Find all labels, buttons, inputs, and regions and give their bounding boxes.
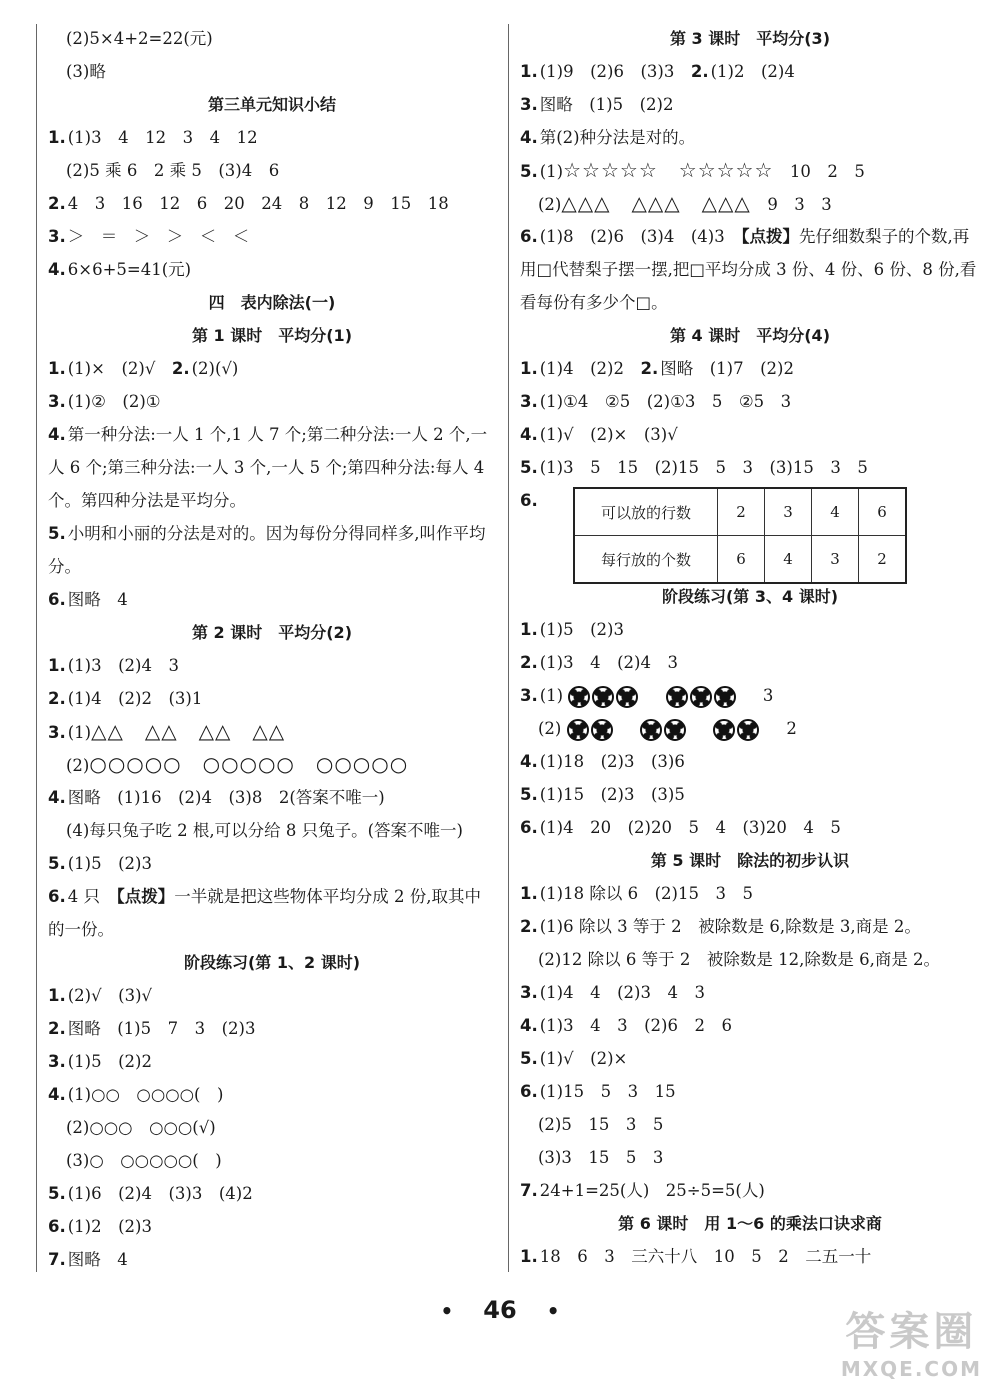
- table-cell: 2: [718, 488, 765, 536]
- soccer-ball-icon: [737, 719, 759, 741]
- table-cell: 4: [812, 488, 859, 536]
- answer-table: [573, 487, 907, 584]
- answer-paragraph: 6. (1)8 (2)6 (3)4 (4)3 【点拨】先仔细数梨子的个数,再用□代替梨子摆一摆,把□平均分成 3 份、4 份、6 份、8 份,看看每份有多少个□。: [520, 227, 977, 312]
- lesson-heading: 第 5 课时 除法的初步认识: [650, 851, 850, 870]
- soccer-ball-icon: [616, 686, 638, 708]
- lesson-heading: 第 6 课时 用 1～6 的乘法口诀求商: [618, 1214, 882, 1233]
- answer-line: 7. 24+1=25(人) 25÷5=5(人): [520, 1181, 765, 1200]
- answer-line: 3. (1)4 4 (2)3 4 3: [520, 983, 705, 1002]
- answer-line: (2)△△△ △△△ △△△ 9 3 3: [538, 191, 832, 215]
- soccer-ball-group: [568, 679, 640, 712]
- answer-line: 4. (1)3 4 3 (2)6 2 6: [520, 1016, 732, 1035]
- answer-paragraph: 4. 第一种分法:一人 1 个,1 人 7 个;第二种分法:一人 2 个,一人 6 个;第三种分法:一人 3 个,一人 5 个;第四种分法:每人 4 个。第四种分法是平均分。: [48, 425, 488, 510]
- answer-line: (2) 2: [520, 712, 980, 745]
- soccer-ball-icon: [713, 719, 735, 741]
- lesson-heading: 第 4 课时 平均分(4): [669, 326, 831, 345]
- answer-line: 1. (1)3 4 12 3 4 12: [48, 128, 258, 147]
- answer-line: 6. (1)2 (2)3: [48, 1217, 152, 1236]
- answer-line: 2. 图略 (1)5 7 3 (2)3: [48, 1019, 256, 1038]
- answer-line: (2)○○○○○ ○○○○○ ○○○○○: [66, 752, 409, 776]
- answer-line: 1. (1)3 (2)4 3: [48, 656, 179, 675]
- right-column: [520, 22, 980, 1273]
- soccer-ball-icon: [568, 686, 590, 708]
- triangle-groups: △△△ △△△ △△△: [561, 191, 751, 215]
- soccer-ball-icon: [592, 686, 614, 708]
- answer-line: 3. (1)△△ △△ △△ △△: [48, 719, 286, 743]
- section-heading: 阶段练习(第 1、2 课时): [183, 953, 361, 972]
- answer-line: 1. (1)× (2)√ 2. (2)(√): [48, 359, 239, 378]
- left-column: [48, 22, 496, 1276]
- lesson-heading: 第 3 课时 平均分(3): [669, 29, 831, 48]
- answer-line: 5. (1)15 (2)3 (3)5: [520, 785, 685, 804]
- answer-line: (3)3 15 5 3: [538, 1148, 664, 1167]
- answer-line: (3)○ ○○○○○( ): [66, 1151, 222, 1170]
- lesson-heading: 第 1 课时 平均分(1): [191, 326, 353, 345]
- answer-line: (2)12 除以 6 等于 2 被除数是 12,除数是 6,商是 2。: [538, 950, 941, 969]
- triangle-groups: △△ △△ △△ △△: [91, 719, 286, 743]
- soccer-ball-icon: [666, 686, 688, 708]
- answer-line: 1. 18 6 3 三六十八 10 5 2 二五一十: [520, 1247, 872, 1266]
- answer-line: 3. (1) 3: [520, 679, 980, 712]
- answer-line: (2)○○○ ○○○(√): [66, 1118, 216, 1137]
- circle-groups: ○○○○○ ○○○○○ ○○○○○: [89, 752, 409, 776]
- left-margin-rule: [36, 24, 37, 1272]
- soccer-ball-icon: [567, 719, 589, 741]
- answer-line: 1. (1)9 (2)6 (3)3 2. (1)2 (2)4: [520, 62, 795, 81]
- answer-line: 4. (1)○○ ○○○○( ): [48, 1085, 224, 1104]
- table-cell: 6: [859, 488, 907, 536]
- answer-line: 5. (1)6 (2)4 (3)3 (4)2: [48, 1184, 253, 1203]
- answer-table-row: 6. 可以放的行数 2 3 4 6 每行放的个数 6 4 3 2: [520, 484, 980, 580]
- answer-line: 1. (1)18 除以 6 (2)15 3 5: [520, 884, 753, 903]
- page-dot: •: [440, 1299, 454, 1323]
- answer-line: 4. (1)√ (2)× (3)√: [520, 425, 678, 444]
- answer-line: (4)每只兔子吃 2 根,可以分给 8 只兔子。(答案不唯一): [66, 821, 463, 840]
- section-heading: 第三单元知识小结: [207, 95, 336, 114]
- answer-line: 3. 图略 (1)5 (2)2: [520, 95, 674, 114]
- answer-line: (2)5 乘 6 2 乘 5 (3)4 6: [66, 161, 280, 180]
- soccer-ball-icon: [640, 719, 662, 741]
- answer-paragraph: 6. 4 只 【点拨】一半就是把这些物体平均分成 2 份,取其中的一份。: [48, 887, 481, 939]
- answer-line: 2. (1)6 除以 3 等于 2 被除数是 6,除数是 3,商是 2。: [520, 917, 921, 936]
- star-groups: ☆☆☆☆☆ ☆☆☆☆☆: [563, 158, 774, 182]
- answer-line: 2. (1)4 (2)2 (3)1: [48, 689, 203, 708]
- soccer-ball-group: [567, 712, 615, 745]
- answer-line: 4. (1)18 (2)3 (3)6: [520, 752, 685, 771]
- answer-line: 5. (1)5 (2)3: [48, 854, 152, 873]
- watermark-logo: 答案圈: [845, 1309, 978, 1355]
- answer-line: 3. ＞ ＝ ＞ ＞ ＜ ＜: [48, 227, 250, 246]
- answer-line: 4. 第(2)种分法是对的。: [520, 128, 696, 147]
- soccer-ball-icon: [664, 719, 686, 741]
- soccer-ball-icon: [690, 686, 712, 708]
- table-cell: 3: [765, 488, 812, 536]
- answer-line: 3. (1)①4 ②5 (2)①3 5 ②5 3: [520, 392, 792, 411]
- soccer-ball-icon: [591, 719, 613, 741]
- answer-line: 6. (1)4 20 (2)20 5 4 (3)20 4 5: [520, 818, 841, 837]
- answer-line: 2. 4 3 16 12 6 20 24 8 12 9 15 18: [48, 194, 449, 213]
- answer-line: 6. (1)15 5 3 15: [520, 1082, 676, 1101]
- answer-line: 2. (1)3 4 (2)4 3: [520, 653, 678, 672]
- column-divider: [508, 24, 509, 1272]
- answer-line: 1. (1)4 (2)2 2. 图略 (1)7 (2)2: [520, 359, 794, 378]
- answer-line: 4. 图略 (1)16 (2)4 (3)8 2(答案不唯一): [48, 788, 385, 807]
- answer-line: 6. 图略 4: [48, 590, 128, 609]
- table-cell: 6: [718, 536, 765, 584]
- watermark: [841, 1300, 982, 1381]
- answer-line: 5. (1)3 5 15 (2)15 5 3 (3)15 3 5: [520, 458, 868, 477]
- answer-paragraph: 5. 小明和小丽的分法是对的。因为每份分得同样多,叫作平均分。: [48, 524, 486, 576]
- tip-label: 【点拨】: [741, 227, 799, 246]
- answer-line: 3. (1)5 (2)2: [48, 1052, 152, 1071]
- answer-line: 1. (1)5 (2)3: [520, 620, 624, 639]
- table-cell: 3: [812, 536, 859, 584]
- table-row-label: 可以放的行数: [574, 488, 718, 536]
- soccer-ball-group: [640, 712, 688, 745]
- answer-line: 3. (1)② (2)①: [48, 392, 161, 411]
- tip-label: 【点拨】: [116, 887, 175, 906]
- answer-line: 7. 图略 4: [48, 1250, 128, 1269]
- soccer-ball-group: [713, 712, 761, 745]
- section-heading: 阶段练习(第 3、4 课时): [661, 587, 839, 606]
- watermark-url: MXQE.COM: [840, 1357, 982, 1381]
- table-cell: 4: [765, 536, 812, 584]
- answer-line: 5. (1)√ (2)×: [520, 1049, 628, 1068]
- answer-line: (2)5 15 3 5: [538, 1115, 664, 1134]
- answer-line: 4. 6×6+5=41(元): [48, 260, 192, 279]
- page-dot: •: [546, 1299, 560, 1323]
- answer-line: 1. (2)√ (3)√: [48, 986, 153, 1005]
- answer-line: (2)5×4+2=22(元): [66, 29, 213, 48]
- soccer-ball-icon: [714, 686, 736, 708]
- table-row-label: 每行放的个数: [574, 536, 718, 584]
- chapter-heading: 四 表内除法(一): [208, 293, 336, 312]
- lesson-heading: 第 2 课时 平均分(2): [191, 623, 353, 642]
- table-cell: 2: [859, 536, 907, 584]
- page-number-value: 46: [483, 1296, 517, 1324]
- answer-line: (3)略: [66, 62, 106, 81]
- answer-line: 5. (1)☆☆☆☆☆ ☆☆☆☆☆ 10 2 5: [520, 158, 865, 182]
- soccer-ball-group: [666, 679, 738, 712]
